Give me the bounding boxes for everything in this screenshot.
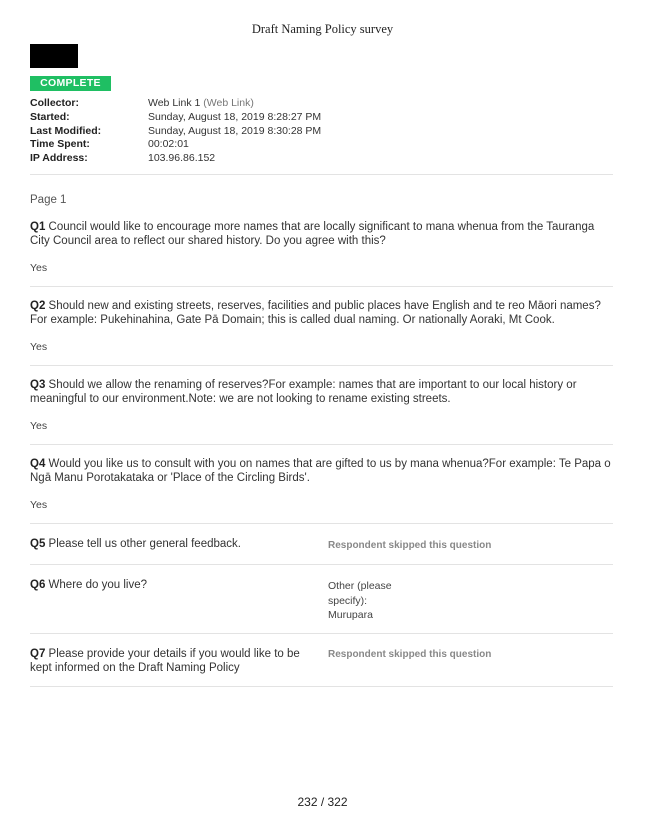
divider — [30, 523, 613, 524]
question-6 — [30, 579, 310, 593]
meta-row-modified — [30, 125, 321, 139]
collector-name: Web Link 1 — [148, 97, 201, 109]
answer-7-skipped: Respondent skipped this question — [328, 649, 492, 660]
time-value: 00:02:01 — [148, 138, 189, 151]
question-4 — [30, 458, 613, 485]
started-label: Started: — [30, 110, 70, 123]
answer-1: Yes — [30, 262, 48, 274]
question-number: Q2 — [30, 300, 46, 312]
divider — [30, 564, 613, 565]
meta-row-time — [30, 138, 321, 152]
question-body: Please provide your details if you would like to be kept informed on the Draft Naming Policy — [30, 648, 300, 674]
question-number: Q6 — [30, 579, 46, 591]
answer-line: specify): — [328, 594, 368, 607]
question-body: Should new and existing streets, reserves, facilities and public places have English and te reo Māori names?For example: Pukehinahina, Gate Pā Domain; this is called dual naming. Or nationally Aoraki, Mt Cook. — [30, 300, 601, 326]
question-number: Q1 — [30, 221, 46, 233]
question-text — [30, 458, 613, 485]
redacted-logo — [30, 44, 78, 68]
question-3 — [30, 379, 613, 406]
ip-label: IP Address: — [30, 152, 88, 165]
response-metadata — [30, 97, 321, 166]
started-value: Sunday, August 18, 2019 8:28:27 PM — [148, 110, 322, 123]
page-label: Page 1 — [30, 194, 67, 206]
collector-note: (Web Link) — [203, 97, 254, 109]
divider — [30, 686, 613, 687]
question-1 — [30, 221, 613, 248]
modified-value: Sunday, August 18, 2019 8:30:28 PM — [148, 124, 322, 137]
question-7 — [30, 648, 310, 675]
divider — [30, 174, 613, 175]
meta-row-started — [30, 111, 321, 125]
question-body: Council would like to encourage more names that are locally significant to mana whenua from the Tauranga City Council area to reflect our shared history. Do you agree with this? — [30, 221, 595, 247]
answer-4: Yes — [30, 499, 48, 511]
answer-3: Yes — [30, 420, 48, 432]
question-number: Q5 — [30, 538, 46, 550]
time-label: Time Spent: — [30, 138, 90, 151]
divider — [30, 444, 613, 445]
question-body: Would you like us to consult with you on names that are gifted to us by mana whenua?For example: Te Papa o Ngā Manu Porotakataka or 'Place of the Circling Birds'. — [30, 458, 611, 484]
question-body: Should we allow the renaming of reserves?For example: names that are important to our local history or meaningful to our environment.Note: we are not looking to rename existing streets. — [30, 379, 577, 405]
question-5 — [30, 538, 310, 552]
answer-5-skipped: Respondent skipped this question — [328, 540, 492, 551]
question-text — [30, 379, 613, 406]
answer-2: Yes — [30, 341, 48, 353]
answer-line: Other (please — [328, 580, 392, 592]
modified-label: Last Modified: — [30, 124, 102, 137]
question-body: Where do you live? — [48, 579, 147, 591]
divider — [30, 286, 613, 287]
divider — [30, 365, 613, 366]
answer-6 — [328, 579, 392, 623]
question-number: Q3 — [30, 379, 46, 391]
collector-value — [148, 97, 321, 111]
ip-value: 103.96.86.152 — [148, 152, 216, 165]
question-text — [30, 300, 613, 327]
question-number: Q4 — [30, 458, 46, 470]
page-number: 232 / 322 — [297, 795, 348, 809]
meta-row-ip — [30, 152, 321, 166]
question-text — [30, 221, 613, 248]
question-number: Q7 — [30, 648, 46, 660]
meta-row-collector — [30, 97, 321, 111]
divider — [30, 633, 613, 634]
question-body: Please tell us other general feedback. — [48, 538, 241, 550]
collector-label: Collector: — [30, 97, 80, 109]
status-badge: COMPLETE — [30, 76, 111, 91]
question-2 — [30, 300, 613, 327]
answer-line: Murupara — [328, 609, 373, 621]
document-title: Draft Naming Policy survey — [251, 22, 394, 36]
